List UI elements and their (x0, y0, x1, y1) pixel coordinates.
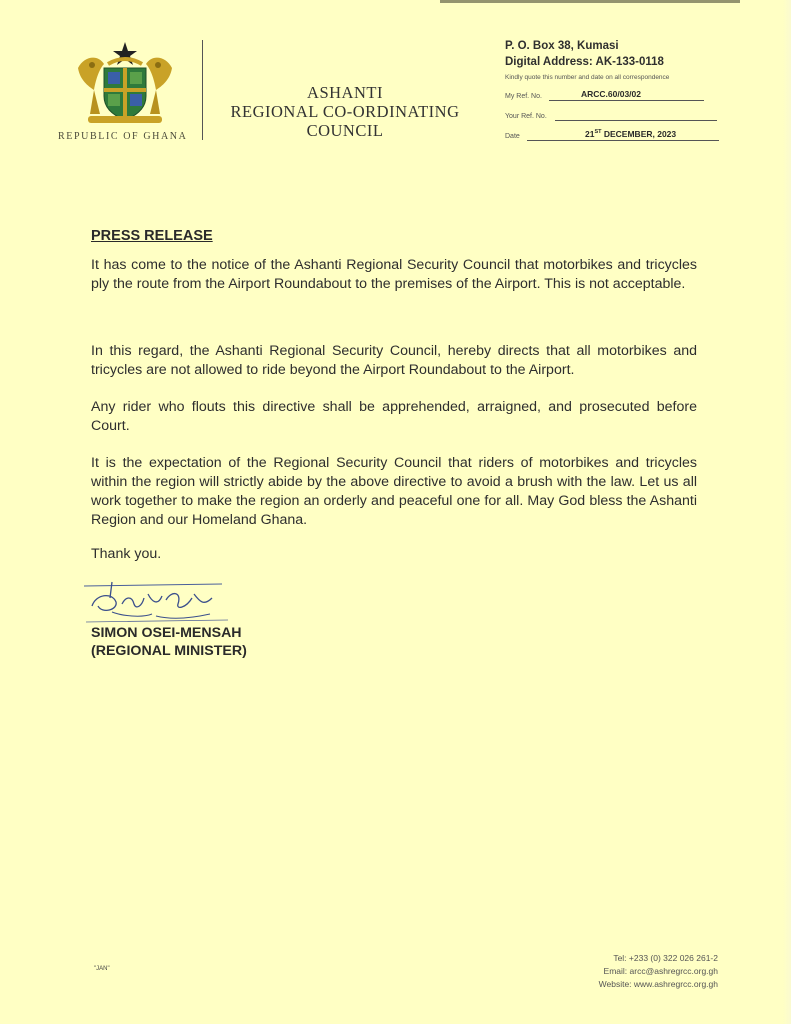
date-rest: DECEMBER, 2023 (601, 129, 677, 139)
my-ref-value: ARCC.60/03/02 (581, 89, 642, 99)
signatory (91, 624, 247, 660)
paragraph-3: Any rider who flouts this directive shall be apprehended, arraigned, and prosecuted before Court. (91, 399, 697, 434)
footer-website: Website: www.ashregrcc.org.gh (598, 979, 718, 989)
document-title: PRESS RELEASE (91, 228, 213, 244)
my-ref-label: My Ref. No. (505, 93, 542, 100)
signer-name: SIMON OSEI-MENSAH (91, 625, 242, 641)
your-ref-label: Your Ref. No. (505, 113, 547, 120)
date-line (527, 140, 719, 141)
date-suffix: ST (594, 129, 602, 136)
page-edge (783, 0, 791, 1024)
date-label: Date (505, 133, 520, 140)
council-name (213, 83, 477, 140)
footer-email: Email: arcc@ashregrcc.org.gh (603, 966, 718, 976)
date-row (505, 127, 725, 141)
council-line-3: COUNCIL (306, 121, 384, 140)
signer-title: (REGIONAL MINISTER) (91, 643, 247, 659)
ghana-coat-of-arms-icon (70, 38, 180, 130)
paragraph-1: It has come to the notice of the Ashanti Regional Security Council that motorbikes and tricycles ply the route from the Airport Roundabout to the premises of the Airport. This is not acceptable. (91, 257, 697, 292)
header-divider (202, 40, 203, 140)
po-box: P. O. Box 38, Kumasi (505, 40, 619, 52)
my-ref-line (549, 100, 704, 101)
file-mark: "JAN" (94, 966, 110, 972)
paragraph-2: In this regard, the Ashanti Regional Security Council, hereby directs that all motorbikes and tricycles are not allowed to ride beyond the Airport Roundabout to the Airport. (91, 343, 697, 378)
quote-note: Kindly quote this number and date on all correspondence (505, 74, 670, 81)
council-line-2: REGIONAL CO-ORDINATING (230, 102, 460, 121)
your-ref-line (555, 120, 717, 121)
council-line-1: ASHANTI (307, 83, 383, 102)
crest-caption: REPUBLIC OF GHANA (58, 131, 188, 142)
footer-tel: Tel: +233 (0) 322 026 261-2 (613, 953, 718, 963)
date-value (585, 129, 676, 139)
paragraph-4: It is the expectation of the Regional Security Council that riders of motorbikes and tricycles within the region will strictly abide by the above directive to avoid a brush with the law. Let us all work together to make the region an orderly and peaceful one for all. May God bless the Ashanti Region and our Homeland Ghana. (91, 455, 697, 528)
your-ref-row (505, 107, 725, 121)
address-block (505, 39, 755, 140)
top-edge-line (440, 0, 740, 3)
contact-footer (599, 952, 718, 991)
date-day: 21 (585, 129, 595, 139)
closing-text: Thank you. (91, 546, 162, 562)
my-ref-row (505, 87, 725, 101)
handwritten-signature (82, 576, 232, 624)
digital-address: Digital Address: AK-133-0118 (505, 56, 664, 68)
